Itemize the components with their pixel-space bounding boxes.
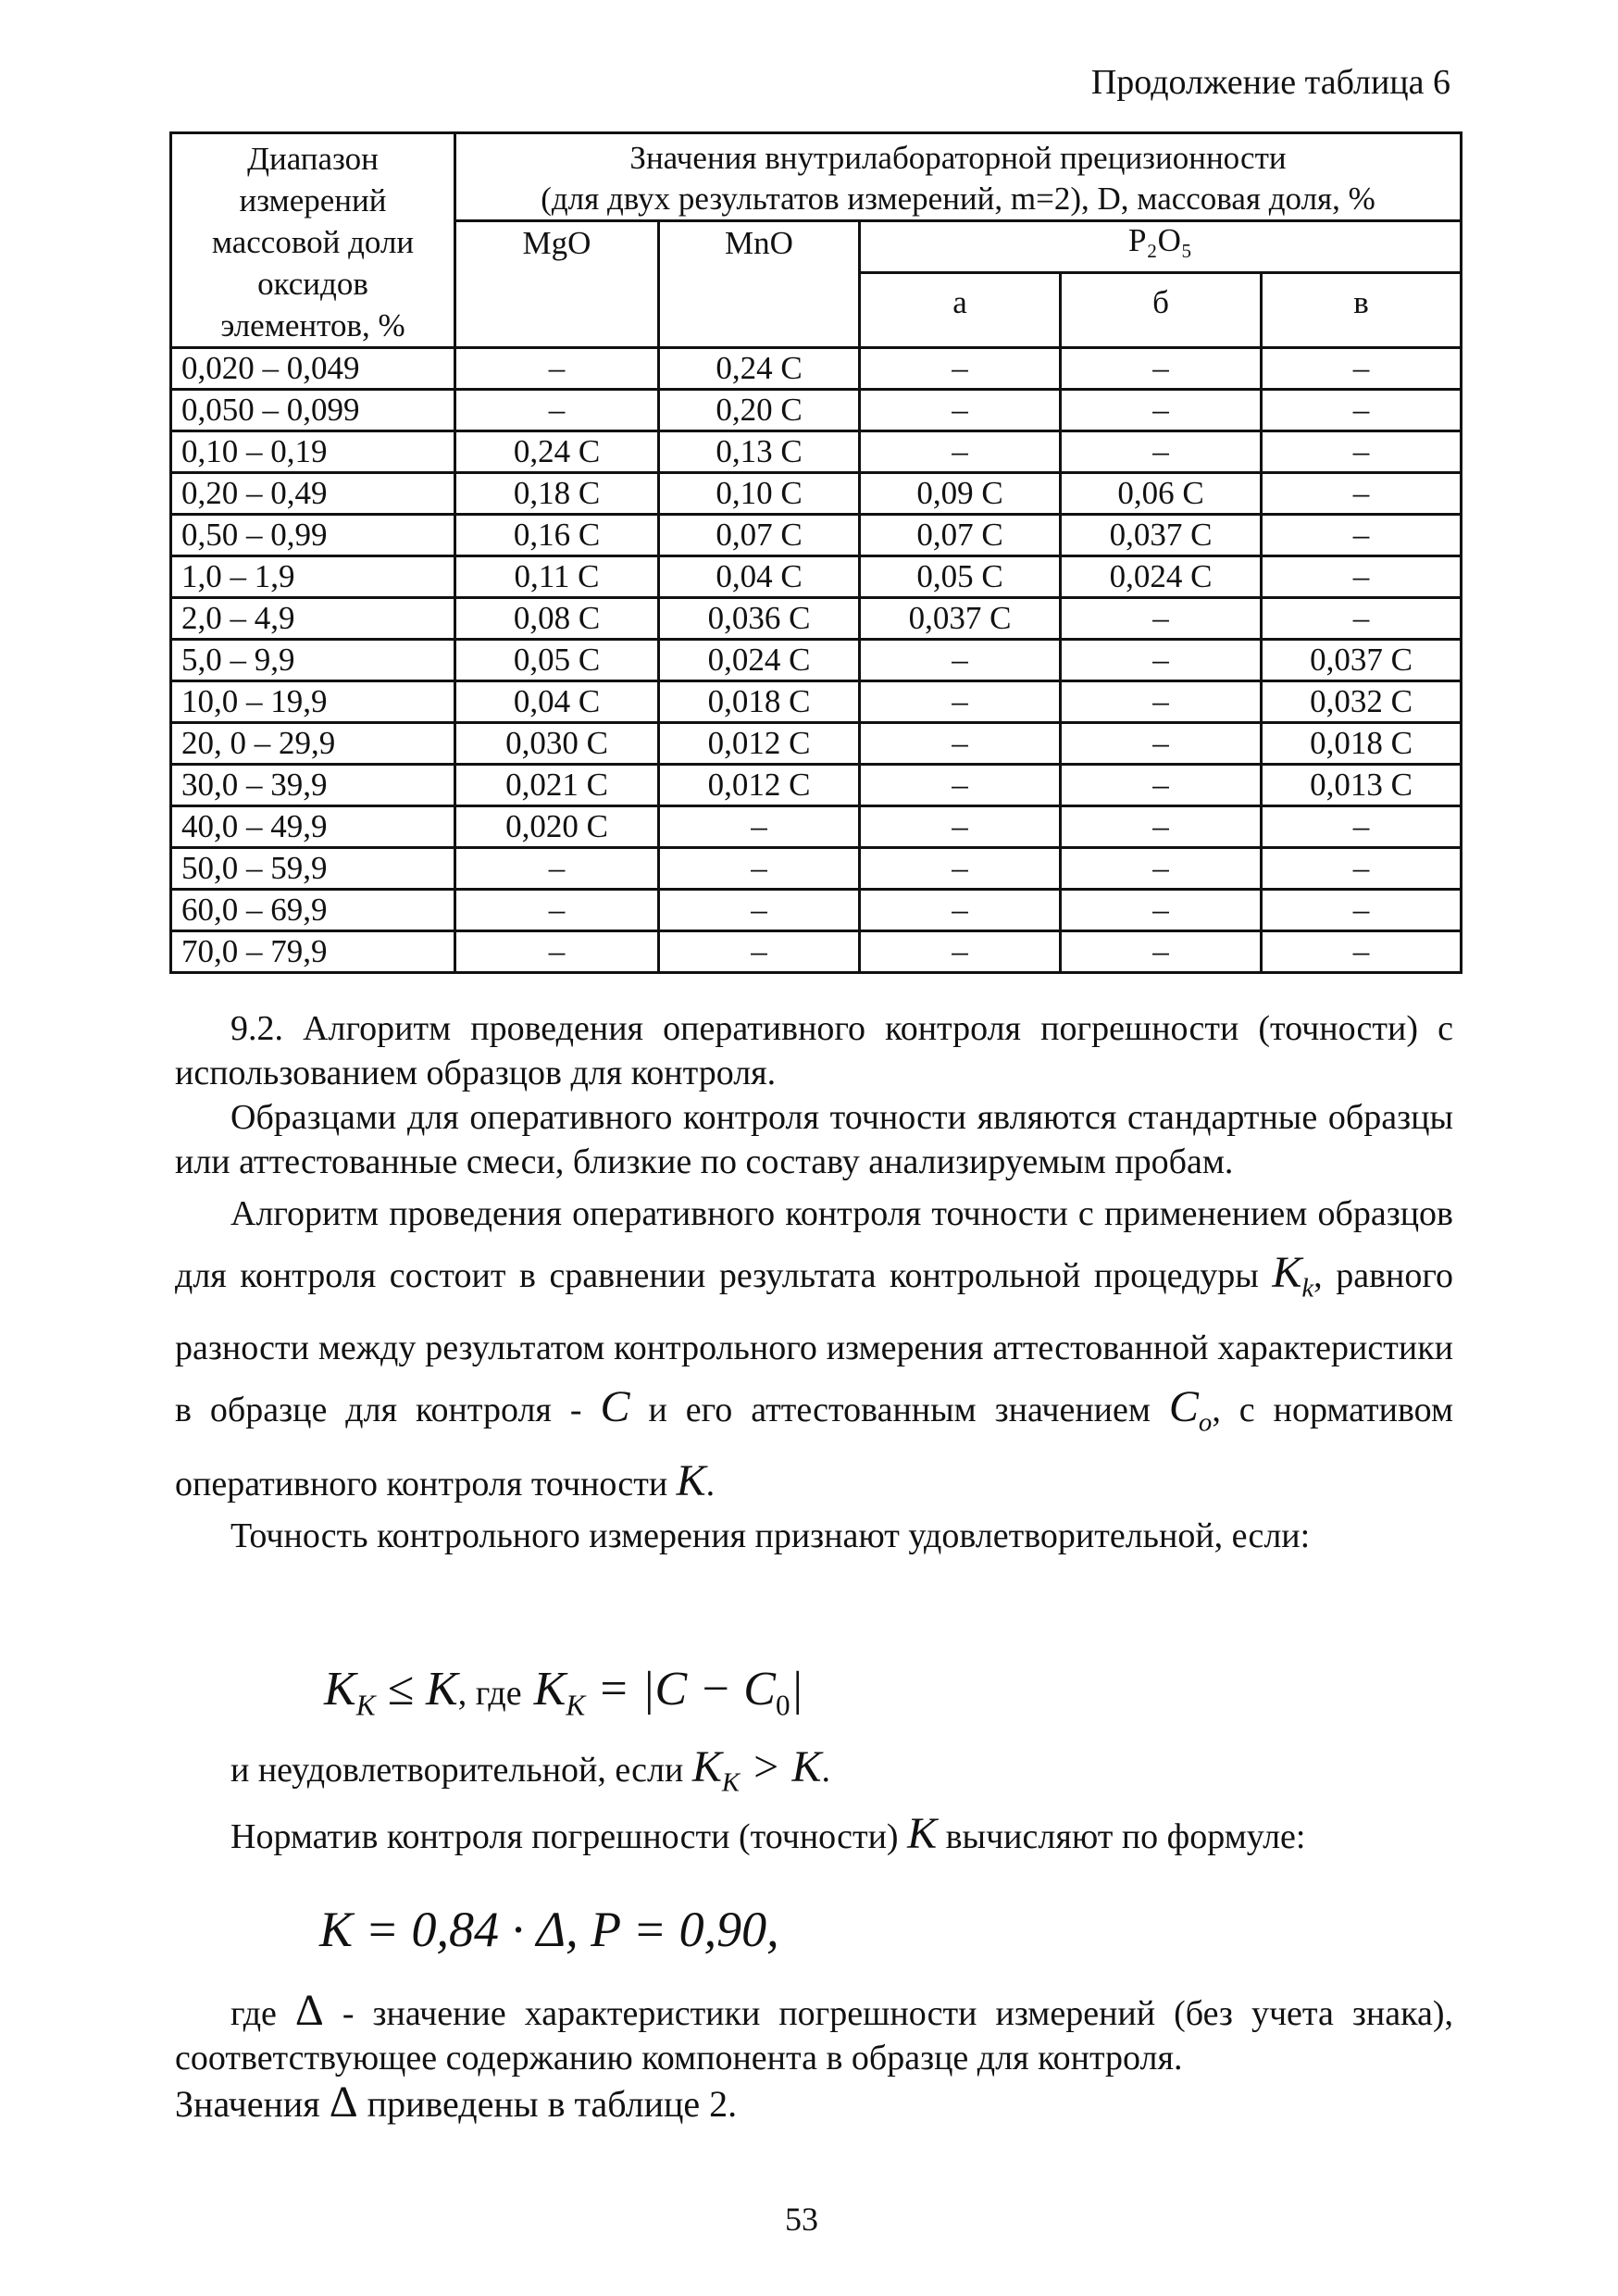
cell-b: – [1061,390,1262,431]
cell-mno: – [659,931,860,973]
cell-a: – [860,681,1061,723]
cell-v: – [1262,431,1462,473]
paragraph-delta: где Δ - значение характеристики погрешности измерений (без учета знака), соответствующее содержанию компонента в образце для контроля. Значения Δ приведены в таблице 2. [175,1986,1453,2127]
cell-range: 0,50 – 0,99 [171,515,455,556]
table-row [171,556,1462,598]
cell-b: – [1061,890,1262,931]
cell-mno: 0,036 C [659,598,860,640]
cell-v: – [1262,806,1462,848]
header-values-line2: (для двух результатов измерений, m=2), D, массовая доля, % [541,181,1375,217]
cell-mgo: 0,04 C [455,681,659,723]
cell-mgo: 0,021 C [455,765,659,806]
table-row [171,890,1462,931]
cell-b: 0,037 C [1061,515,1262,556]
cell-mgo: 0,05 C [455,640,659,681]
cell-mgo: 0,030 C [455,723,659,765]
table-row [171,515,1462,556]
cell-b: – [1061,723,1262,765]
cell-v: – [1262,890,1462,931]
cell-a: 0,09 C [860,473,1061,515]
cell-v: 0,037 C [1262,640,1462,681]
paragraph-samples: Образцами для оперативного контроля точности являются стандартные образцы или аттестованные смеси, близкие по составу анализируемым пробам. [175,1098,1453,1181]
symbol-c: C [600,1381,630,1431]
cell-range: 20, 0 – 29,9 [171,723,455,765]
cell-v: 0,018 C [1262,723,1462,765]
cell-mgo: 0,020 C [455,806,659,848]
cell-a: – [860,765,1061,806]
header-p2o5: P₂O₅ [860,221,1462,273]
cell-mno: 0,04 C [659,556,860,598]
header-range: Диапазон измерений массовой доли оксидов элементов, % [171,133,455,348]
paragraph-algorithm: Алгоритм проведения оперативного контроля точности с применением образцов для контроля состоит в сравнении результата контрольной процедуры $K_k$, равного разности между результатом контрольного измерения аттестованной характеристики в образце для контроля - C и его аттестованным значением $C_o$, с нормативом оперативного контроля точности K. [175,1194,1453,1506]
cell-mno: 0,024 C [659,640,860,681]
cell-mgo: – [455,890,659,931]
table-row [171,473,1462,515]
cell-mno: 0,20 C [659,390,860,431]
cell-mgo: 0,18 C [455,473,659,515]
cell-v: – [1262,848,1462,890]
cell-v: – [1262,556,1462,598]
cell-a: – [860,640,1061,681]
table-row [171,598,1462,640]
cell-mno: – [659,890,860,931]
header-sub-a: а [860,273,1061,348]
symbol-k: K [676,1456,706,1506]
cell-b: – [1061,348,1262,390]
header-sub-b: б [1061,273,1262,348]
table-row [171,806,1462,848]
cell-mgo: – [455,848,659,890]
page-number: 53 [785,2201,818,2238]
cell-a: 0,037 C [860,598,1061,640]
cell-mno: 0,012 C [659,723,860,765]
header-mgo: MgO [455,221,659,348]
cell-range: 0,10 – 0,19 [171,431,455,473]
cell-mno: 0,10 C [659,473,860,515]
cell-range: 40,0 – 49,9 [171,806,455,848]
cell-a: – [860,348,1061,390]
symbol-kk-gt-k: $K_K > K$ [691,1742,822,1798]
cell-v: 0,032 C [1262,681,1462,723]
cell-v: – [1262,390,1462,431]
cell-a: – [860,390,1061,431]
cell-mno: 0,24 C [659,348,860,390]
cell-b: – [1061,848,1262,890]
paragraph-norm: Норматив контроля погрешности (точности) K вычисляют по формуле: [230,1809,1306,1858]
table-row [171,931,1462,973]
cell-a: 0,05 C [860,556,1061,598]
cell-a: – [860,931,1061,973]
precision-table [169,131,1462,974]
section-heading: 9.2. Алгоритм проведения оперативного контроля погрешности (точности) с использованием образцов для контроля. [175,1009,1453,1092]
table-row [171,431,1462,473]
cell-v: – [1262,473,1462,515]
cell-mgo: 0,16 C [455,515,659,556]
symbol-delta-2: Δ [329,2078,358,2127]
cell-b: – [1061,598,1262,640]
header-sub-v: в [1262,273,1462,348]
formula-condition: $K_K \le K$, где $K_K = |C - C_0|$ [324,1663,803,1722]
formula-norm: K = 0,84 · Δ, P = 0,90, [319,1902,779,1957]
cell-mno: – [659,806,860,848]
symbol-k-norm: K [907,1809,938,1858]
cell-v: – [1262,931,1462,973]
cell-mno: 0,012 C [659,765,860,806]
cell-b: – [1061,765,1262,806]
symbol-kk: $K_k$ [1272,1248,1314,1304]
cell-mgo: 0,11 C [455,556,659,598]
cell-mno: – [659,848,860,890]
cell-range: 10,0 – 19,9 [171,681,455,723]
table-caption: Продолжение таблица 6 [1090,63,1450,102]
cell-range: 5,0 – 9,9 [171,640,455,681]
cell-range: 70,0 – 79,9 [171,931,455,973]
cell-b: – [1061,806,1262,848]
cell-v: – [1262,598,1462,640]
table-row [171,640,1462,681]
header-values [455,133,1462,221]
cell-range: 30,0 – 39,9 [171,765,455,806]
cell-mgo: – [455,390,659,431]
cell-range: 0,20 – 0,49 [171,473,455,515]
cell-b: – [1061,681,1262,723]
table-row [171,848,1462,890]
table-body [171,348,1462,973]
cell-b: 0,06 C [1061,473,1262,515]
header-values-line1: Значения внутрилабораторной прецизионности [629,140,1287,176]
cell-mgo: – [455,931,659,973]
table-row [171,681,1462,723]
cell-range: 0,020 – 0,049 [171,348,455,390]
cell-range: 60,0 – 69,9 [171,890,455,931]
cell-v: 0,013 C [1262,765,1462,806]
cell-b: – [1061,640,1262,681]
table-row [171,390,1462,431]
cell-a: 0,07 C [860,515,1061,556]
section-text [175,1006,1453,1558]
cell-a: – [860,806,1061,848]
cell-a: – [860,890,1061,931]
cell-v: – [1262,515,1462,556]
cell-mno: 0,018 C [659,681,860,723]
cell-mgo: 0,08 C [455,598,659,640]
cell-range: 50,0 – 59,9 [171,848,455,890]
table-row [171,348,1462,390]
cell-a: – [860,723,1061,765]
cell-mgo: 0,24 C [455,431,659,473]
symbol-c0: $C_o$ [1168,1381,1213,1438]
header-mno: MnO [659,221,860,348]
table-row [171,765,1462,806]
cell-b: – [1061,431,1262,473]
paragraph-table-ref: Значения Δ приведены в таблице 2. [175,2078,738,2127]
paragraph-accuracy: Точность контрольного измерения признают удовлетворительной, если: [230,1516,1311,1556]
cell-a: – [860,431,1061,473]
cell-range: 1,0 – 1,9 [171,556,455,598]
table-row [171,723,1462,765]
cell-range: 0,050 – 0,099 [171,390,455,431]
paragraph-unsatisfactory: и неудовлетворительной, если $K_K > K$. [230,1742,830,1798]
cell-mno: 0,13 C [659,431,860,473]
cell-mno: 0,07 C [659,515,860,556]
cell-b: – [1061,931,1262,973]
cell-a: – [860,848,1061,890]
cell-b: 0,024 C [1061,556,1262,598]
symbol-delta: Δ [294,1986,324,2035]
cell-v: – [1262,348,1462,390]
cell-range: 2,0 – 4,9 [171,598,455,640]
cell-mgo: – [455,348,659,390]
